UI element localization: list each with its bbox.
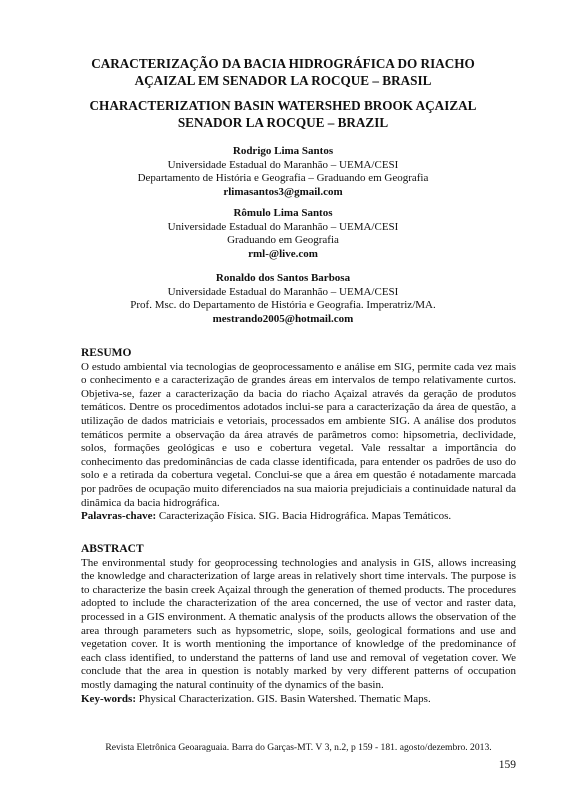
author-name: Ronaldo dos Santos Barbosa <box>215 272 351 284</box>
author-affiliation: Universidade Estadual do Maranhão – UEMA/CESI <box>167 158 399 171</box>
page-number: 159 <box>498 759 516 771</box>
abstract-heading: ABSTRACT <box>81 543 144 555</box>
resumo-heading: RESUMO <box>81 347 132 359</box>
resumo-text: O estudo ambiental via tecnologias de geoprocessamento e análise em SIG, permite cada vez mais o conhecimento e a caracterização de grandes áreas em intervalos de tempo relativamente curtos. Objetiva-se, fazer a caracterização da bacia do riacho Açaizal através da geração de produtos temáticos. Dentre os procedimentos adotados inclui-se para a caracterização da área de questão, a utilização de dados matriciais e vetoriais, processados em ambiente SIG. A análise dos produtos temáticos permite a observação da área através de parâmetros como: hipsometria, declividade, solos, formações geológicas e uso e cobertura vegetal. Vale ressaltar a importância do conhecimento das predominâncias de cada classe identificada, para entender os padrões de uso do solo e a retirada da cobertura vegetal. Conclui-se que a área em questão é notadamente marcada por padrões de ocupação muito diferenciados na sua maioria prejudiciais a continuidade natural da dinâmica da bacia hidrográfica. <box>81 360 516 509</box>
keywords-label: Palavras-chave: <box>81 510 157 523</box>
title-english: CHARACTERIZATION BASIN WATERSHED BROOK AÇAIZAL SENADOR LA ROCQUE – BRAZIL <box>89 98 477 130</box>
author-affiliation: Universidade Estadual do Maranhão – UEMA/CESI <box>167 220 399 233</box>
keywords-text: Physical Characterization. GIS. Basin Watershed. Thematic Maps. <box>136 692 431 705</box>
author-name: Rodrigo Lima Santos <box>232 145 334 157</box>
author-email: rlimasantos3@gmail.com <box>223 185 343 198</box>
keywords-text: Caracterização Física. SIG. Bacia Hidrográfica. Mapas Temáticos. <box>156 510 452 523</box>
author-block-3 <box>60 272 506 326</box>
author-affiliation: Graduando em Geografia <box>227 234 339 247</box>
author-email: rml-@live.com <box>248 247 318 260</box>
abstract-text: The environmental study for geoprocessing technologies and analysis in GIS, allows increasing the knowledge and characterization of large areas in relatively short time intervals. The purpose is to characterize the basin creek Açaizal through the generation of themed products. The procedures adopted to include the characterization of the area concerned, the use of vector and raster data, processed in a GIS environment. A thematic analysis of the products allows the observation of the area through parameters such as hypsometric, slope, soils, geological formations and use and vegetation cover. It is worth mentioning the importance of knowledge of the predominance of each class identified, to understand the patterns of land use and removal of vegetation cover. We conclude that the area in question is notably marked by very different patterns of occupation mostly damaging the natural continuity of the dynamics of the basin. <box>81 556 516 691</box>
author-affiliation: Departamento de História e Geografia – Graduando em Geografia <box>137 172 429 185</box>
resumo-keywords <box>81 510 516 524</box>
abstract-section <box>81 543 516 706</box>
journal-footer: Revista Eletrônica Geoaraguaia. Barra do Garças-MT. V 3, n.2, p 159 - 181. agosto/dezembro. 2013. <box>105 742 492 753</box>
keywords-label: Key-words: <box>81 692 136 705</box>
title-portuguese: CARACTERIZAÇÃO DA BACIA HIDROGRÁFICA DO RIACHO AÇAIZAL EM SENADOR LA ROCQUE – BRASIL <box>91 56 475 88</box>
author-block-2 <box>60 207 506 261</box>
author-block-1 <box>60 145 506 199</box>
author-name: Rômulo Lima Santos <box>233 207 333 219</box>
resumo-section <box>81 347 516 524</box>
abstract-keywords <box>81 693 516 707</box>
author-affiliation: Prof. Msc. do Departamento de História e Geografia. Imperatriz/MA. <box>130 299 436 312</box>
author-affiliation: Universidade Estadual do Maranhão – UEMA/CESI <box>167 285 399 298</box>
author-email: mestrando2005@hotmail.com <box>212 312 354 325</box>
